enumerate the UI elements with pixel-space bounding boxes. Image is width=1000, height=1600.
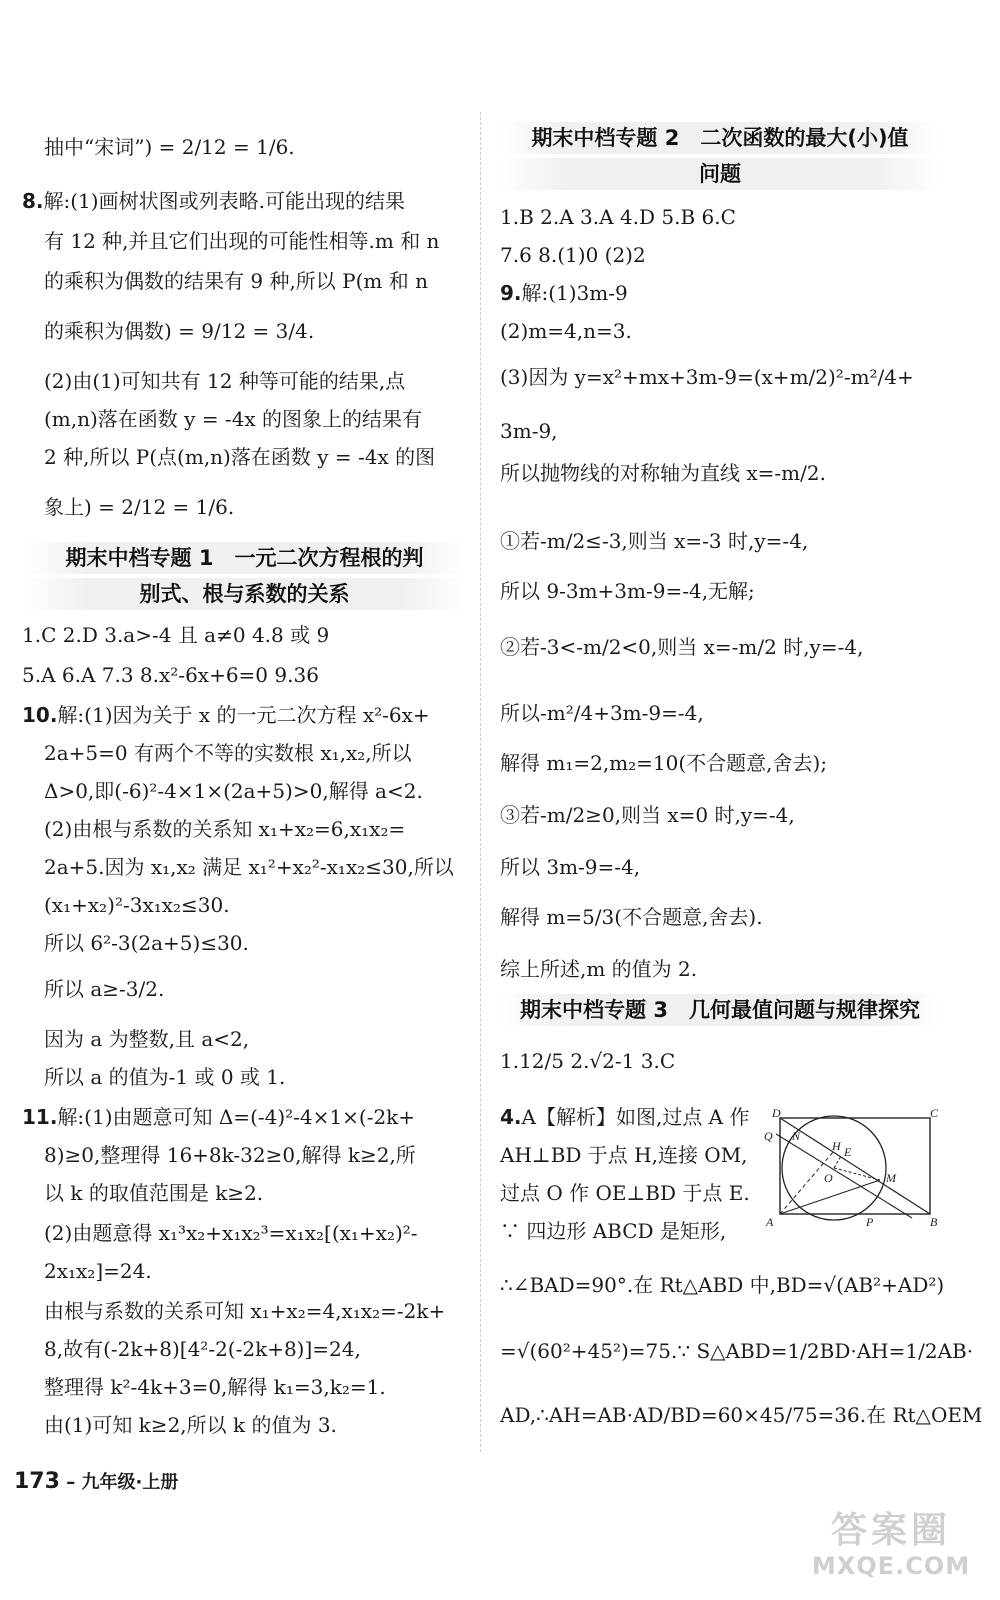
text-line: 的乘积为偶数) = 9/12 = 3/4. bbox=[44, 319, 315, 343]
question-number: 10. bbox=[22, 703, 58, 727]
text-line: 解:(1)3m-9 bbox=[521, 281, 628, 305]
text-line: 解得 m=5/3(不合题意,舍去). bbox=[500, 905, 763, 929]
page-number: 173 bbox=[14, 1469, 60, 1494]
text-line: AD,∴AH=AB·AD/BD=60×45/75=36.在 Rt△OEM bbox=[500, 1403, 983, 1427]
text-line: 2a+5=0 有两个不等的实数根 x₁,x₂,所以 bbox=[44, 741, 412, 765]
text-line: ③若-m/2≥0,则当 x=0 时,y=-4, bbox=[500, 803, 795, 827]
watermark bbox=[806, 1510, 976, 1588]
text-line: Δ>0,即(-6)²-4×1×(2a+5)>0,解得 a<2. bbox=[44, 779, 423, 803]
answer-line: 1.B 2.A 3.A 4.D 5.B 6.C bbox=[500, 205, 736, 229]
text-line: 由(1)可知 k≥2,所以 k 的值为 3. bbox=[44, 1413, 337, 1437]
answer-line: 1.12/5 2.√2-1 3.C bbox=[500, 1049, 676, 1073]
answer-line: 5.A 6.A 7.3 8.x²-6x+6=0 9.36 bbox=[22, 663, 319, 687]
section-heading-cont: 问题 bbox=[500, 158, 940, 190]
text-line: 解:(1)由题意可知 Δ=(-4)²-4×1×(-2k+ bbox=[57, 1105, 416, 1129]
label-m: M bbox=[886, 1171, 896, 1185]
watermark-url: MXQE.COM bbox=[811, 1552, 971, 1580]
text-line: 因为 a 为整数,且 a<2, bbox=[44, 1027, 250, 1051]
section-heading: 期末中档专题 2 二次函数的最大(小)值 bbox=[500, 122, 940, 154]
text-line: 2 种,所以 P(点(m,n)落在函数 y = -4x 的图 bbox=[44, 445, 436, 469]
text-line: =√(60²+45²)=75.∵ S△ABD=1/2BD·AH=1/2AB· bbox=[500, 1339, 974, 1363]
text-line: (2)由题意得 x₁³x₂+x₁x₂³=x₁x₂[(x₁+x₂)²- bbox=[44, 1221, 418, 1245]
line-oe bbox=[834, 1156, 841, 1168]
text-line: ∴∠BAD=90°.在 Rt△ABD 中,BD=√(AB²+AD²) bbox=[500, 1273, 945, 1297]
question-number: 8. bbox=[22, 189, 44, 213]
text-line: 所以 9-3m+3m-9=-4,无解; bbox=[500, 579, 755, 603]
question-number: 4. bbox=[500, 1105, 522, 1129]
label-b: B bbox=[930, 1215, 938, 1229]
question-4 bbox=[500, 1102, 749, 1136]
section-heading-cont: 别式、根与系数的关系 bbox=[22, 578, 467, 610]
answer-line: 1.C 2.D 3.a>-4 且 a≠0 4.8 或 9 bbox=[22, 623, 330, 647]
question-10 bbox=[22, 700, 430, 734]
text-line: 所以抛物线的对称轴为直线 x=-m/2. bbox=[500, 461, 826, 485]
text-line: A【解析】如图,过点 A 作 bbox=[521, 1105, 750, 1129]
footer-grade: 九年级·上册 bbox=[81, 1472, 179, 1493]
question-11 bbox=[22, 1102, 415, 1136]
text-line: 2x₁x₂]=24. bbox=[44, 1259, 152, 1283]
question-number: 9. bbox=[500, 281, 522, 305]
text-line: 所以 a≥-3/2. bbox=[44, 977, 165, 1001]
label-p: P bbox=[866, 1215, 874, 1229]
text-line: 解:(1)画树状图或列表略.可能出现的结果 bbox=[43, 189, 405, 213]
text-line: 所以 3m-9=-4, bbox=[500, 855, 641, 879]
text-line: 解得 m₁=2,m₂=10(不合题意,舍去); bbox=[500, 751, 828, 775]
label-d: D bbox=[772, 1106, 781, 1120]
text-line: 解:(1)因为关于 x 的一元二次方程 x²-6x+ bbox=[57, 703, 430, 727]
question-8 bbox=[22, 186, 405, 220]
text-line: 有 12 种,并且它们出现的可能性相等.m 和 n bbox=[44, 229, 440, 253]
question-number: 11. bbox=[22, 1105, 58, 1129]
page-footer bbox=[14, 1468, 178, 1494]
label-o: O bbox=[824, 1171, 833, 1185]
text-line: 8,故有(-2k+8)[4²-2(-2k+8)]=24, bbox=[44, 1337, 361, 1361]
text-line: 8)≥0,整理得 16+8k-32≥0,解得 k≥2,所 bbox=[44, 1143, 416, 1167]
label-q: Q bbox=[764, 1129, 773, 1143]
text-line: 综上所述,m 的值为 2. bbox=[500, 957, 698, 981]
text-line: 的乘积为偶数的结果有 9 种,所以 P(m 和 n bbox=[44, 269, 428, 293]
column-divider bbox=[480, 112, 481, 1452]
diagonal-bd bbox=[780, 1118, 930, 1214]
text-line: 整理得 k²-4k+3=0,解得 k₁=3,k₂=1. bbox=[44, 1375, 386, 1399]
text-line: 所以-m²/4+3m-9=-4, bbox=[500, 701, 704, 725]
text-line: AH⊥BD 于点 H,连接 OM, bbox=[500, 1143, 748, 1167]
text-line: ①若-m/2≤-3,则当 x=-3 时,y=-4, bbox=[500, 529, 809, 553]
text-line: 以 k 的取值范围是 k≥2. bbox=[44, 1181, 264, 1205]
text-line: ∵ 四边形 ABCD 是矩形, bbox=[500, 1219, 727, 1243]
label-n: N bbox=[792, 1129, 801, 1143]
label-c: C bbox=[930, 1106, 939, 1120]
text-line: 象上) = 2/12 = 1/6. bbox=[44, 495, 235, 519]
footer-dash: – bbox=[66, 1472, 76, 1493]
label-e: E bbox=[844, 1145, 852, 1159]
text-line: (m,n)落在函数 y = -4x 的图象上的结果有 bbox=[44, 407, 423, 431]
text-line: (x₁+x₂)²-3x₁x₂≤30. bbox=[44, 893, 230, 917]
text-line: 所以 a 的值为-1 或 0 或 1. bbox=[44, 1065, 286, 1089]
text-line: 由根与系数的关系可知 x₁+x₂=4,x₁x₂=-2k+ bbox=[44, 1299, 446, 1323]
geometry-figure bbox=[762, 1106, 942, 1232]
text-line: 过点 O 作 OE⊥BD 于点 E. bbox=[500, 1181, 750, 1205]
text-line: 所以 6²-3(2a+5)≤30. bbox=[44, 931, 249, 955]
watermark-title: 答案圈 bbox=[830, 1510, 951, 1551]
text-line: 抽中“宋词”) = 2/12 = 1/6. bbox=[44, 135, 295, 159]
label-a: A bbox=[766, 1215, 774, 1229]
text-line: (2)由(1)可知共有 12 种等可能的结果,点 bbox=[44, 369, 406, 393]
label-h: H bbox=[832, 1139, 841, 1153]
text-line: 2a+5.因为 x₁,x₂ 满足 x₁²+x₂²-x₁x₂≤30,所以 bbox=[44, 855, 454, 879]
text-line: ②若-3<-m/2<0,则当 x=-m/2 时,y=-4, bbox=[500, 635, 864, 659]
answer-line: 7.6 8.(1)0 (2)2 bbox=[500, 243, 646, 267]
text-line: 3m-9, bbox=[500, 419, 558, 443]
text-line: (3)因为 y=x²+mx+3m-9=(x+m/2)²-m²/4+ bbox=[500, 365, 914, 389]
text-line: (2)m=4,n=3. bbox=[500, 319, 632, 343]
text-line: (2)由根与系数的关系知 x₁+x₂=6,x₁x₂= bbox=[44, 817, 406, 841]
question-9 bbox=[500, 278, 628, 312]
section-heading: 期末中档专题 1 一元二次方程根的判 bbox=[22, 542, 467, 574]
section-heading: 期末中档专题 3 几何最值问题与规律探究 bbox=[500, 994, 940, 1026]
